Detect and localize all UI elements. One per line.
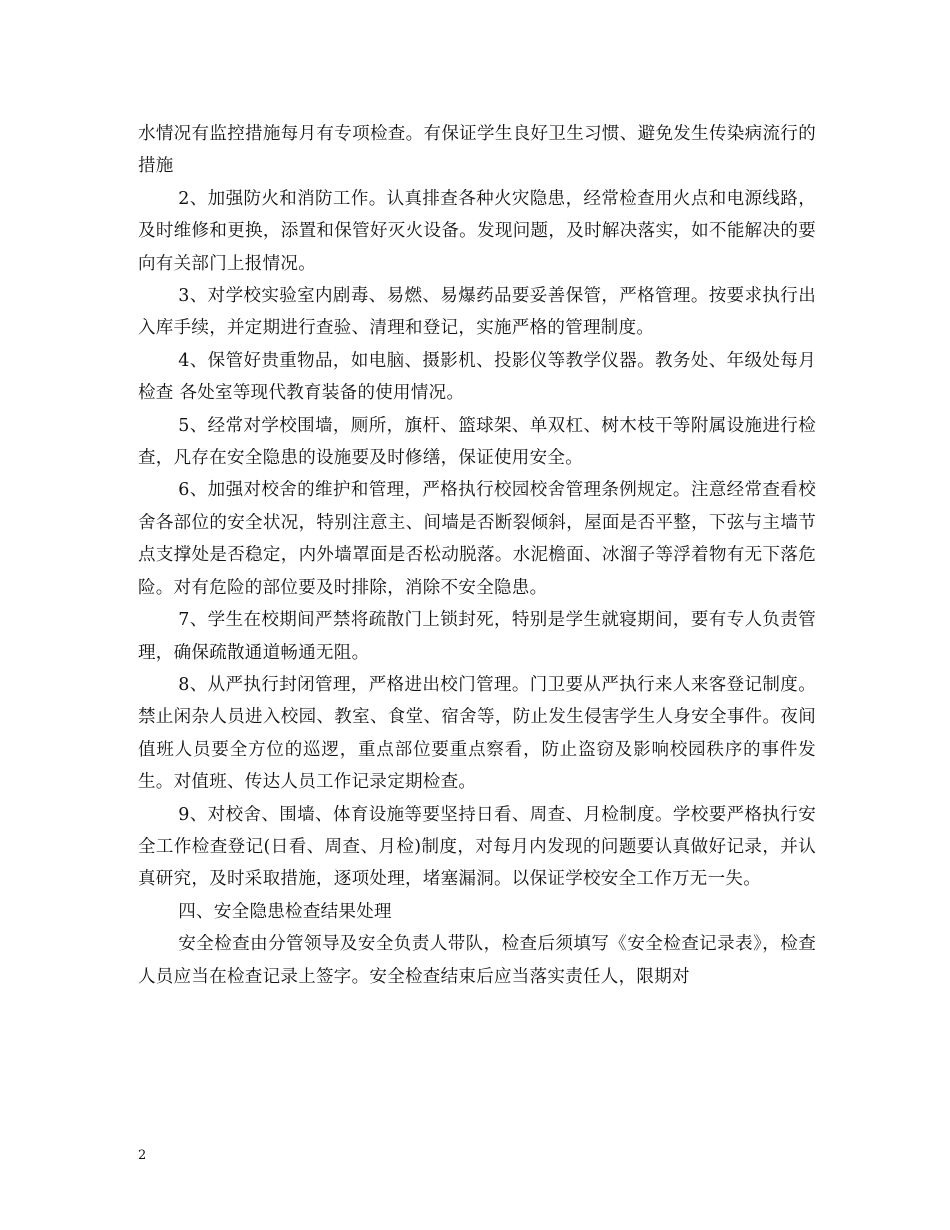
page-number: 2 bbox=[138, 1148, 147, 1163]
paragraph-item-7: 7、学生在校期间严禁将疏散门上锁封死，特别是学生就寝期间，要有专人负责管理，确保疏散通道畅通无阻。 bbox=[138, 610, 816, 663]
paragraph-item-4: 4、保管好贵重物品，如电脑、摄影机、投影仪等教学仪器。教务处、年级处每月检查 各处室等现代教育装备的使用情况。 bbox=[138, 350, 816, 404]
paragraph-item-3: 3、对学校实验室内剧毒、易燃、易爆药品要妥善保管，严格管理。按要求执行出入库手续，并定期进行查验、清理和登记，实施严格的管理制度。 bbox=[138, 286, 816, 339]
paragraph-item-2: 2、加强防火和消防工作。认真排查各种火灾隐患，经常检查用火点和电源线路，及时维修和更换，添置和保管好灭火设备。发现问题，及时解决落实，如不能解决的要向有关部门上报情况。 bbox=[138, 188, 816, 274]
paragraph-item-8: 8、从严执行封闭管理，严格进出校门管理。门卫要从严执行来人来客登记制度。禁止闲杂人员进入校园、教室、食堂、宿舍等，防止发生侵害学生人身安全事件。夜间值班人员要全方位的巡逻，重点部位要重点察看，防止盗窃及影响校园秩序的事件发生。对值班、传达人员工作记录定期检查。 bbox=[138, 674, 816, 793]
paragraph-item-6: 6、加强对校舍的维护和管理，严格执行校园校舍管理条例规定。注意经常查看校舍各部位的安全状况，特别注意主、间墙是否断裂倾斜，屋面是否平整，下弦与主墙节点支撑处是否稳定，内外墙罩面是否松动脱落。水泥檐面、冰溜子等浮着物有无下落危险。对有危险的部位要及时排除，消除不安全隐患。 bbox=[138, 480, 816, 598]
section-heading: 四、安全隐患检查结果处理 bbox=[178, 901, 392, 922]
paragraph-item-9: 9、对校舍、围墙、体育设施等要坚持日看、周查、月检制度。学校要严格执行安全工作检查登记(日看、周查、月检)制度，对每月内发现的问题要认真做好记录，并认真研究，及时采取措施，逐项处理，堵塞漏洞。以保证学校安全工作万无一失。 bbox=[138, 804, 816, 890]
paragraph-inspection-results: 安全检查由分管领导及安全负责人带队，检查后须填写《安全检查记录表》，检查人员应当在检查记录上签字。安全检查结束后应当落实责任人，限期对 bbox=[138, 934, 816, 987]
paragraph-item-5: 5、经常对学校围墙，厕所，旗杆、篮球架、单双杠、树木枝干等附属设施进行检查，凡存在安全隐患的设施要及时修缮，保证使用安全。 bbox=[138, 415, 816, 469]
paragraph-continuation: 水情况有监控措施每月有专项检查。有保证学生良好卫生习惯、避免发生传染病流行的措施 bbox=[138, 124, 816, 177]
document-body bbox=[138, 118, 816, 993]
